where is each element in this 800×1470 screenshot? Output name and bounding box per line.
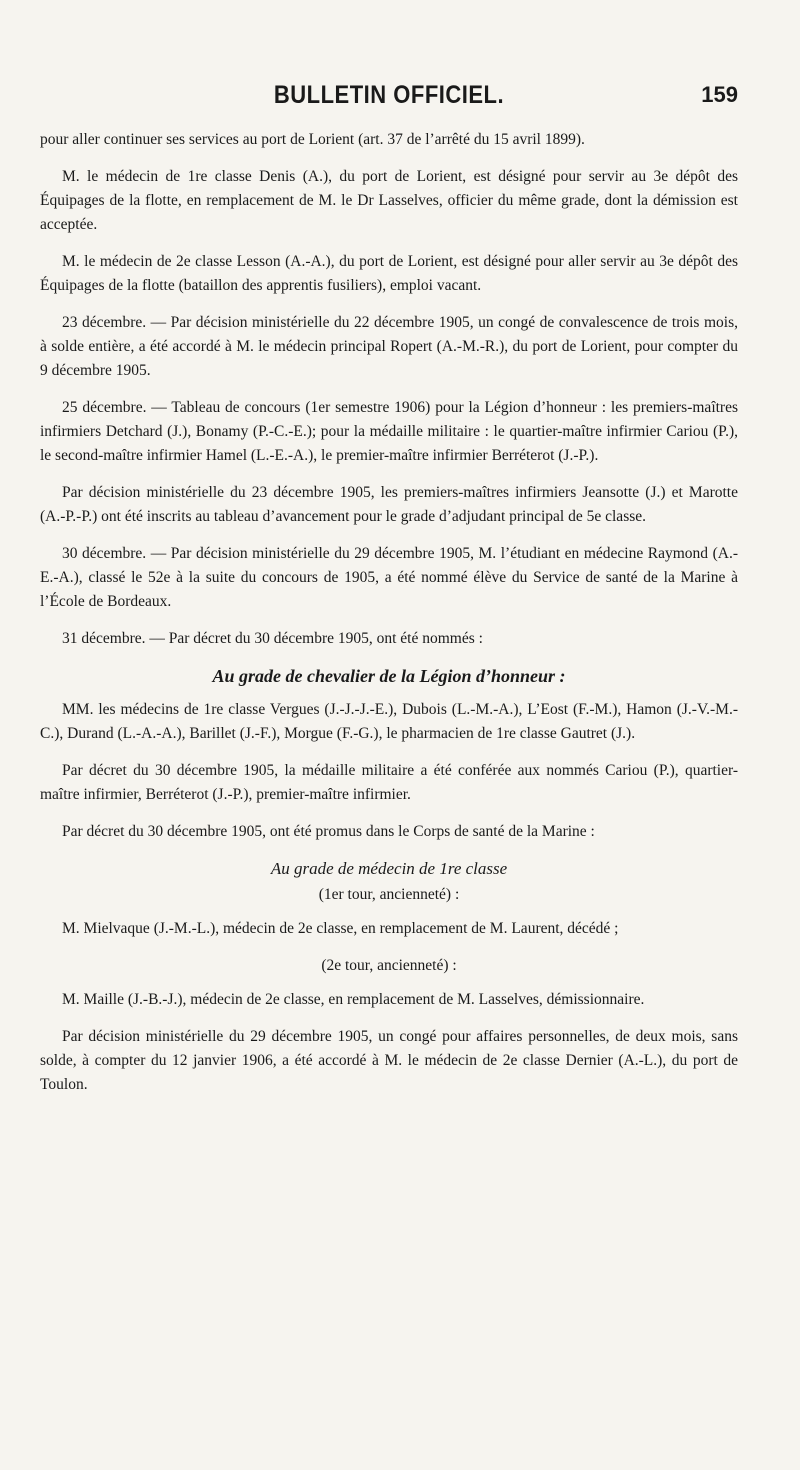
page-title: BULLETIN OFFICIEL.: [273, 80, 505, 109]
page-number: 159: [701, 82, 738, 107]
running-header: [40, 82, 738, 116]
subheading-2e-tour: (2e tour, ancienneté) :: [321, 957, 457, 974]
paragraph-31-decembre: 31 décembre. — Par décret du 30 décembre 1905, ont été nommés :: [62, 630, 483, 647]
paragraph-tableau-avancement: Par décision ministérielle du 23 décembre 1905, les premiers-maîtres infirmiers Jeansotte (J.) et Marotte (A.-P.-P.) ont été inscrits au tableau d’avancement pour le grade d’adjudant principal de 5e classe.: [40, 484, 738, 525]
paragraph-lesson: M. le médecin de 2e classe Lesson (A.-A.), du port de Lorient, est désigné pour aller servir au 3e dépôt des Équipages de la flotte (bataillon des apprentis fusiliers), emploi vacant.: [40, 253, 738, 294]
paragraph-promotions: Par décret du 30 décembre 1905, ont été promus dans le Corps de santé de la Marine :: [62, 823, 595, 840]
paragraph-denis: M. le médecin de 1re classe Denis (A.), du port de Lorient, est désigné pour servir au 3e dépôt des Équipages de la flotte, en remplacement de M. le Dr Lasselves, officier du même grade, dont la démission est acceptée.: [40, 168, 738, 233]
document-body: [40, 128, 738, 1110]
paragraph-medaille-militaire: Par décret du 30 décembre 1905, la médaille militaire a été conférée aux nommés Cariou (P.), quartier-maître infirmier, Berréterot (J.-P.), premier-maître infirmier.: [40, 762, 738, 803]
paragraph-mielvaque: M. Mielvaque (J.-M.-L.), médecin de 2e classe, en remplacement de M. Laurent, décédé ;: [62, 920, 619, 937]
paragraph-maille: M. Maille (J.-B.-J.), médecin de 2e classe, en remplacement de M. Lasselves, démissionnaire.: [62, 991, 645, 1008]
paragraph-23-decembre: 23 décembre. — Par décision ministérielle du 22 décembre 1905, un congé de convalescence de trois mois, à solde entière, a été accordé à M. le médecin principal Ropert (A.-M.-R.), du port de Lorient, pour compter du 9 décembre 1905.: [40, 314, 738, 379]
paragraph-medecins-chevaliers: MM. les médecins de 1re classe Vergues (J.-J.-J.-E.), Dubois (L.-M.-A.), L’Eost (F.-M.), Hamon (J.-V.-M.-C.), Durand (L.-A.-A.), Barillet (J.-F.), Morgue (F.-G.), le pharmacien de 1re classe Gautret (J.).: [40, 701, 738, 742]
paragraph-continuation: pour aller continuer ses services au port de Lorient (art. 37 de l’arrêté du 15 avril 1899).: [40, 131, 585, 148]
paragraph-conge-dernier: Par décision ministérielle du 29 décembre 1905, un congé pour affaires personnelles, de deux mois, sans solde, à compter du 12 janvier 1906, a été accordé à M. le médecin de 2e classe Dernier (A.-L.), du port de Toulon.: [40, 1028, 738, 1093]
subheading-1er-tour: (1er tour, ancienneté) :: [318, 886, 460, 903]
paragraph-25-decembre: 25 décembre. — Tableau de concours (1er semestre 1906) pour la Légion d’honneur : les premiers-maîtres infirmiers Detchard (J.), Bonamy (P.-C.-E.); pour la médaille militaire : le quartier-maître infirmier Cariou (P.), le second-maître infirmier Hamel (L.-E.-A.), le premier-maître infirmier Berréterot (J.-P.).: [40, 399, 738, 464]
section-heading-legion-honneur: Au grade de chevalier de la Légion d’honneur :: [212, 666, 566, 686]
section-heading-medecin-1re-classe: Au grade de médecin de 1re classe: [270, 859, 508, 878]
paragraph-30-decembre: 30 décembre. — Par décision ministérielle du 29 décembre 1905, M. l’étudiant en médecine Raymond (A.-E.-A.), classé le 52e à la suite du concours de 1905, a été nommé élève du Service de santé de la Marine à l’École de Bordeaux.: [40, 545, 738, 610]
